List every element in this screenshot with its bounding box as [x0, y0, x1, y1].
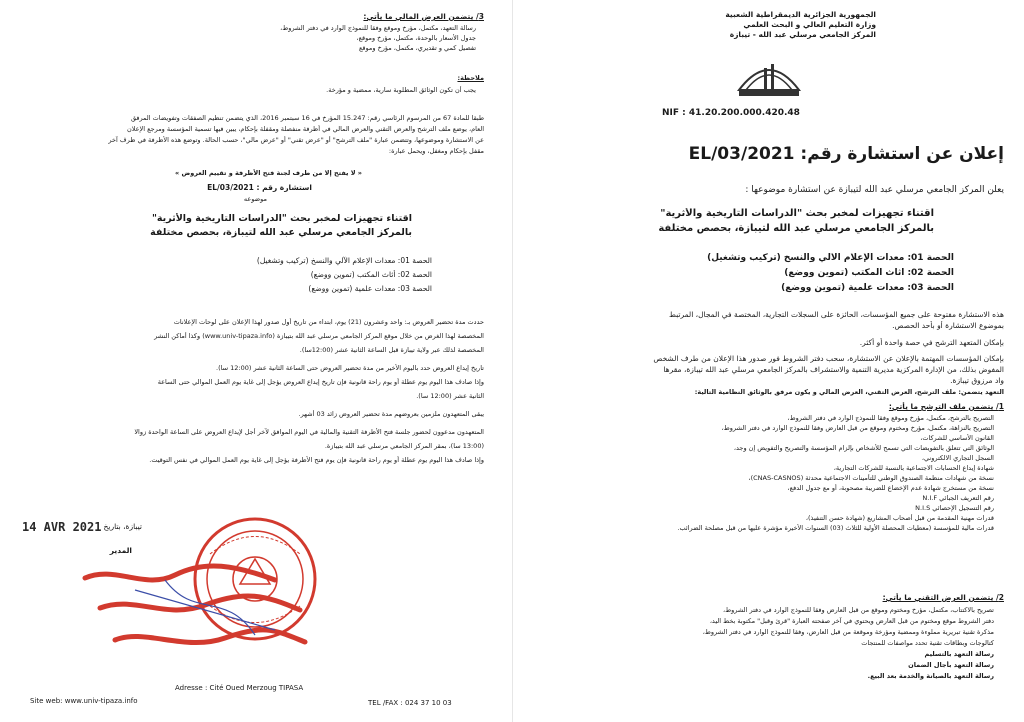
note-title: ملاحظة:	[457, 74, 484, 82]
technical-offer-title: 2/ يتضمن العرض التقني ما يأتي:	[882, 593, 1004, 602]
list-item: كتالوجات وبطاقات تقنية تحدد مواصفات للمنتجات	[861, 639, 994, 647]
subject-line-1: اقتناء تجهيزات لمخبر بحث "الدراسات التاريخية والأثرية"	[660, 208, 934, 219]
paragraph-line: التعهد يتضمن: ملف الترشح، العرض التقني، العرض المالي و يكون مرفق بالوثائق النظامية التالية:	[694, 388, 1004, 396]
paragraph-line: حددت مدة تحضير العروض بـ: واحد وعشرون (21) يوم، ابتداء من تاريخ أول صدور لهذا الإعلان على لوحات الإعلانات	[173, 318, 484, 326]
list-item: دفتر الشروط موقع ومختوم من قبل العارض ويحتوي في آخر صفحته العبارة "قرئ وقبل" مكتوبة بخط اليد،	[709, 617, 994, 625]
subject-line-2: بالمركز الجامعي مرسلي عبد الله لتيبازة، بحصص مختلفة	[658, 223, 934, 234]
list-item: نسخة من شهادات منظمة الصندوق الوطني للتأمينات الاجتماعية محدثة (CNAS-CASNOS)،	[748, 474, 994, 482]
list-item: رقم التعريف الجبائي N.I.F	[922, 494, 994, 502]
list-item: قدرات مهنية المقدمة من قبل أصحاب المشاريع (شهادة حسن التنفيذ)،	[805, 514, 994, 522]
financial-offer-title: 3/ يتضمن العرض المالي ما يأتي:	[363, 12, 484, 21]
consultation-ref: استشارة رقم : 2021/EL/03	[207, 183, 312, 192]
lot-2: الحصة 02: أثاث المكتب (تموين ووضع)	[310, 270, 432, 279]
paragraph-line: بموضوع الاستشارة أو بأحد الحصص.	[892, 321, 1004, 330]
subject-line-2: بالمركز الجامعي مرسلي عبد الله لتيبازة، بحصص مختلفة	[150, 227, 412, 238]
paragraph-line: المفوض بذلك، من الإدارة المركزية مديرية التنمية والاستشراف بالمركز الجامعي مرسلي عبد الله تيبازة، مقرها	[663, 365, 1004, 374]
announcement-title: إعلان عن استشارة رقم: 2021/EL/03	[688, 144, 1004, 164]
paragraph-line: طبقا للمادة 67 من المرسوم الرئاسي رقم: 15.247 المؤرخ في 16 سبتمبر 2016، الذي يتضمن تنظيم الصفقات وتفويضات المرفق	[130, 114, 484, 122]
list-item: جدول الأسعار بالوحدة، مكتمل، مؤرخ وموقع،	[356, 34, 476, 42]
paragraph-line: هذه الاستشارة مفتوحة على جميع المؤسسات، الحائزة على السجلات التجارية، المختصة في المجال، المرتبط	[668, 310, 1004, 319]
paragraph-line: وإذا صادف هذا اليوم يوم عطلة أو يوم راحة قانونية فإن يوم فتح الأظرفة يؤجل إلى غاية يوم العمل الموالي في نفس التوقيت.	[149, 456, 484, 464]
intro-text: يعلن المركز الجامعي مرسلي عبد الله لتيبازة عن استشارة موضوعها :	[745, 185, 1004, 195]
paragraph-line: يبقى المتعهدون ملزمين بعروضهم مدة تحضير العروض زائد 03 أشهر.	[298, 410, 484, 418]
list-item: قدرات مالية للمؤسسة (معطيات المحصلة الأولية للثلاث (03) السنوات الأخيرة مؤشرة عليها من قبل مصلحة الضرائب.	[677, 524, 994, 532]
paragraph-line: الثانية عشر (12:00 سا).	[416, 392, 484, 400]
lot-2: الحصة 02: أثاث المكتب (تموين ووضع)	[784, 268, 954, 278]
place-date: تيبازة، بتاريخ	[103, 522, 142, 531]
paragraph-line: بإمكان المتعهد الترشح في حصة واحدة أو أكثر.	[859, 338, 1004, 347]
envelope-mention: « لا يفتح إلا من طرف لجنة فتح الأظرفة و تقييم العروض »	[175, 169, 362, 177]
note-text: يجب أن تكون الوثائق المطلوبة سارية، ممضية و مؤرخة.	[326, 86, 476, 94]
lot-1: الحصة 01: معدات الإعلام الآلي والنسخ (تركيب وتشغيل)	[256, 256, 432, 265]
list-item: رقم التسجيل الإحصائي N.I.S	[915, 504, 994, 512]
paragraph-line: عن الاستشارة وموضوعها، وتتضمن عبارة "ملف الترشح" أو "عرض تقني" أو "عرض مالي"، حسب الحالة. وتوضع هذه الأظرفة في ظرف آخر	[108, 136, 484, 144]
list-item: تفصيل كمي و تقديري، مكتمل، مؤرخ وموقع	[358, 44, 476, 52]
footer-website: Site web: www.univ-tipaza.info	[30, 697, 138, 705]
paragraph-line: بإمكان المؤسسات المهتمة بالإعلان عن الاستشارة، سحب دفتر الشروط فور صدور هذا الإعلان من طرف الشخص	[653, 354, 1004, 363]
paragraph-line: واد مرزوق تيبازة.	[950, 376, 1004, 385]
list-item: رسالة التعهد، مكتمل، مؤرخ وموقع وفقا للنموذج الوارد في دفتر الشروط،	[280, 24, 476, 32]
list-item: رسالة التعهد بالصيانة والخدمة بعد البيع.	[867, 672, 994, 680]
paragraph-line: المتعهدون مدعوون لحضور جلسة فتح الأظرفة التقنية والمالية في اليوم الموافق لآخر أجل لإيداع العروض على الساعة الواحدة زوالا	[134, 428, 484, 436]
list-item: السجل التجاري الالكتروني،	[921, 454, 994, 462]
signature-stamp-icon	[75, 560, 315, 665]
paragraph-line: المخصصة لهذا الغرض من خلال موقع المركز الجامعي مرسلي عبد الله بتيبازة (www.univ-tipaza.info) وكذا أماكن النشر	[154, 332, 484, 340]
paragraph-line: وإذا صادف هذا اليوم يوم عطلة أو يوم راحة قانونية فإن تاريخ إيداع العروض يؤجل إلى غاية يوم العمل الموالي حتى الساعة	[157, 378, 484, 386]
director-title: المدير	[109, 546, 132, 555]
paragraph-line: (13:00 سا)، بمقر المركز الجامعي مرسلي عبد الله بتيبازة.	[324, 442, 484, 450]
paragraph-line: العام، يوضع ملف الترشح والعرض التقني والعرض المالي في أظرفة منفصلة ومقفلة بإحكام، يبين فيها تسمية المؤسسة ومرجع الإعلان	[127, 125, 484, 133]
list-item: رسالة التعهد بأجال الضمان	[908, 661, 994, 669]
footer-telfax: TEL /FAX : 024 37 10 03	[368, 699, 452, 707]
lot-1: الحصة 01: معدات الإعلام الآلي والنسخ (تركيب وتشغيل)	[707, 253, 954, 263]
list-item: رسالة التعهد بالتسليم	[924, 650, 994, 658]
list-item: شهادة إيداع الحسابات الاجتماعية بالنسبة للشركات التجارية،	[833, 464, 994, 472]
university-logo-icon	[734, 50, 804, 100]
list-item: التصريح بالنزاهة، مكتمل، مؤرخ ومختوم وموقع من قبل العارض وفقا للنموذج الوارد في دفتر الشروط،	[721, 424, 994, 432]
list-item: الوثائق التي تتعلق بالتفويضات التي تسمح للأشخاص بإلزام المؤسسة والتصريح والتفويض إن وجد،	[733, 444, 994, 452]
paragraph-line: تاريخ إيداع العروض حدد باليوم الأخير من مدة تحضير العروض حتى الساعة الثانية عشر (12:00 سا).	[216, 364, 484, 372]
header-ministry: وزارة التعليم العالي و البحث العلمي	[743, 20, 876, 29]
lot-3: الحصة 03: معدات علمية (تموين ووضع)	[781, 283, 954, 293]
candidacy-file-title: 1/ يتضمن ملف الترشح ما يأتي:	[888, 402, 1004, 411]
header-university: المركز الجامعي مرسلي عبد الله - تيبازة	[729, 30, 876, 39]
list-item: التصريح بالترشح، مكتمل، مؤرخ وموقع وفقا للنموذج الوارد في دفتر الشروط،	[787, 414, 994, 422]
list-item: مذكرة تقنية تبريرية مملوءة وممضية ومؤرخة وموقعة من قبل العارض، وفقا للنموذج الوارد في دفتر الشروط،	[702, 628, 994, 636]
date-stamp: 14 AVR 2021	[22, 520, 102, 534]
page-1	[512, 0, 1024, 722]
list-item: تصريح بالاكتتاب، مكتمل، مؤرخ ومختوم وموقع من قبل العارض وفقا للنموذج الوارد في دفتر الشروط،	[723, 606, 994, 614]
subject-label: موضوعه	[243, 195, 267, 203]
footer-address: Adresse : Cité Oued Merzoug TIPASA	[175, 684, 304, 692]
paragraph-line: مقفل بإحكام ومغفل، ويحمل عبارة:	[388, 147, 484, 155]
paragraph-line: المخصصة لذلك عبر ولاية تيبازة قبل الساعة الثانية عشر (12:00سا).	[299, 346, 484, 354]
header-republic: الجمهورية الجزائرية الديمقراطية الشعبية	[725, 10, 876, 19]
nif-number: NIF : 41.20.200.000.420.48	[662, 108, 800, 118]
subject-line-1: اقتناء تجهيزات لمخبر بحث "الدراسات التاريخية والأثرية"	[151, 213, 412, 224]
list-item: نسخة من مستخرج شهادة عدم الإخضاع للضريبة مصحوبة، أو مع جدول الدفع،	[787, 484, 994, 492]
list-item: القانون الأساسي للشركات،	[920, 434, 994, 442]
lot-3: الحصة 03: معدات علمية (تموين ووضع)	[308, 284, 432, 293]
